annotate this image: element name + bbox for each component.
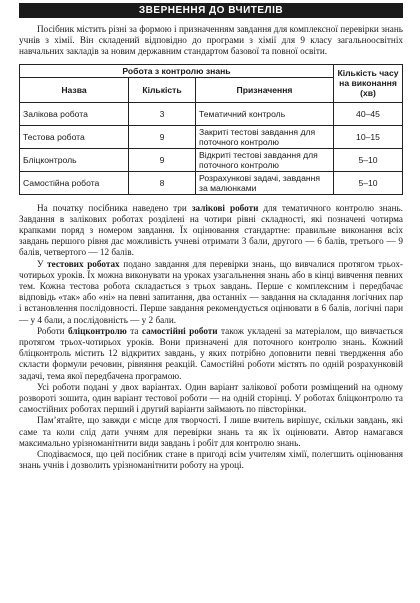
text-run: та <box>126 325 142 336</box>
cell-purpose: Розрахункові задачі, завдання за малюнками <box>196 171 334 194</box>
text-run: На початку посібника наведено три <box>37 202 192 213</box>
intro-paragraph: Посібник містить різні за формою і призначенням завдання для комплексної перевірки знань учнів з хімії. Він складений відповідно до програми з хімії для 9 класу загальноосвітніх навчальних закладів за новим державним стандартом базової та повної освіти. <box>19 24 403 57</box>
table-group-header: Робота з контролю знань <box>20 64 334 77</box>
text-run: подано завдання для перевірки знань, що вивчалися протягом трьох-чотирьох уроків. Їх можна виконувати на уроках узагальнення знань або в кінці вивчення певних тем. Кожна тестова робота складається з трьох завдань. Перше є комплексним і передбачає відповідь «так» або «ні» на певні запитання, два останніх — завдання на складання логічних пар і встановлення послідовності. Перше завдання рекомендується оцінювати в 6 балів, логічні пари — у 4 бали, а послідовність — у 2 бали. <box>19 258 403 325</box>
text-run: У <box>37 258 48 269</box>
table-header-name: Назва <box>20 77 129 102</box>
paragraph-creativity: Пам’ятайте, що завжди є місце для творчості. І лише вчитель вирішує, скільки завдань, які саме та коли слід дати учням для перевірки знань та як їх оцінювати. Автор намагався максимально урізноманітнити види завдань і робіт для контролю знань. <box>19 415 403 448</box>
cell-time: 40–45 <box>334 102 403 125</box>
emphasis-test-works: тестових роботах <box>47 258 120 269</box>
cell-name: Самостійна робота <box>20 171 129 194</box>
cell-count: 9 <box>129 148 196 171</box>
table-header-purpose: Призначення <box>196 77 334 102</box>
table-header-count: Кількість <box>129 77 196 102</box>
paragraph-variants: Усі роботи подані у двох варіантах. Один варіант залікової роботи розміщений на одному розвороті зошита, один варіант тестової роботи — на одній сторінці. У роботах бліцконтролю та самостійних роботах перший і другий варіанти займають по півсторінки. <box>19 381 403 415</box>
cell-count: 8 <box>129 171 196 194</box>
emphasis-independent-works: самостійні роботи <box>141 325 218 336</box>
table-row <box>20 102 403 125</box>
table-row <box>20 125 403 148</box>
text-run: для тематичного контролю знань. Завдання в залікових роботах розділені на чотири рівні складності, які позначені чотирма крапками поряд з номером завдання. Їх оцінювання стандартне: правильне виконання всіх завдань першого рівня дає можливість учневі отримати 3 бали, другого — 6 балів, третього — 9 балів, четвертого — 12 балів. <box>19 202 403 258</box>
page <box>0 3 420 603</box>
cell-count: 3 <box>129 102 196 125</box>
cell-name: Тестова робота <box>20 125 129 148</box>
emphasis-blitz-control: бліцконтролю <box>68 325 127 336</box>
table-header-time: Кількість часу на виконання (хв) <box>334 64 403 102</box>
paragraph-blitz-independent <box>19 326 403 382</box>
control-works-table <box>19 64 403 195</box>
cell-purpose: Закриті тестові завдання для поточного контролю <box>196 125 334 148</box>
cell-name: Бліцконтроль <box>20 148 129 171</box>
table-row <box>20 171 403 194</box>
emphasis-credit-works: залікові роботи <box>191 202 259 213</box>
cell-time: 10–15 <box>334 125 403 148</box>
paragraph-test-works <box>19 259 403 326</box>
section-banner: ЗВЕРНЕННЯ ДО ВЧИТЕЛІВ <box>19 3 403 18</box>
table-row <box>20 148 403 171</box>
cell-time: 5–10 <box>334 171 403 194</box>
cell-name: Залікова робота <box>20 102 129 125</box>
text-run: Роботи <box>37 325 68 336</box>
cell-purpose: Відкриті тестові завдання для поточного контролю <box>196 148 334 171</box>
cell-count: 9 <box>129 125 196 148</box>
paragraph-tests-credit <box>19 203 403 259</box>
text-run: також укладені за матеріалом, що вивчається протягом трьох-чотирьох уроків. Вони призначені для поточного контролю знань. Кожний бліцконтроль містить 12 відкритих завдань, у яких потрібно доповнити певні твердження або скласти формули речовин, рівняння реакцій. Самостійні роботи містять по одній розрахунковій задачі, тема якої передбачена програмою. <box>19 325 403 381</box>
cell-time: 5–10 <box>334 148 403 171</box>
cell-purpose: Тематичний контроль <box>196 102 334 125</box>
paragraph-closing: Сподіваємося, що цей посібник стане в пригоді всім учителям хімії, полегшить оцінювання знань учнів і дозволить урізноманітнити роботу на уроці. <box>19 449 403 471</box>
